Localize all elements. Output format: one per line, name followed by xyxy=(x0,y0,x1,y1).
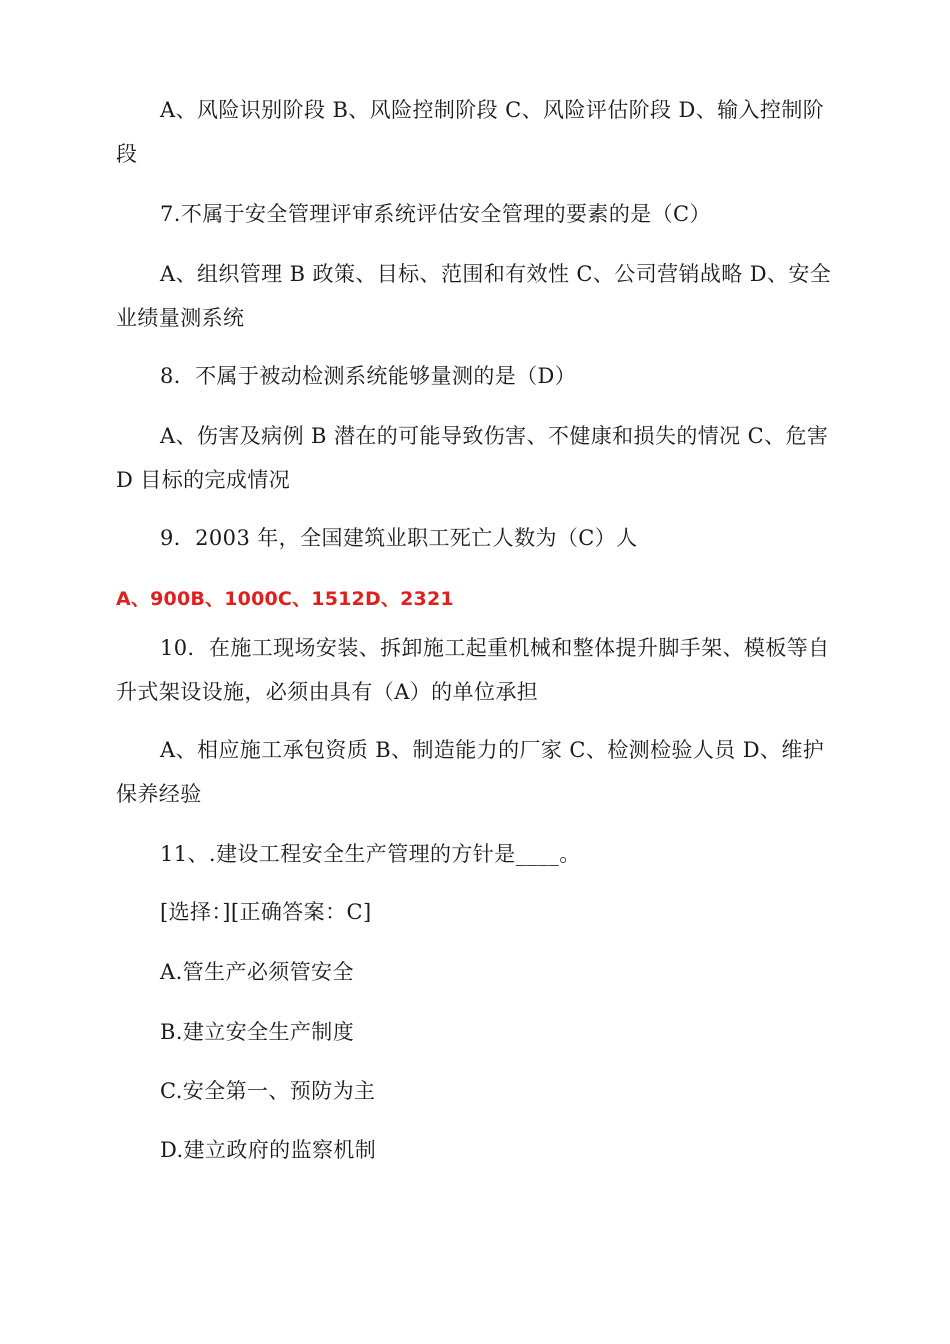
q9-question: 9．2003 年，全国建筑业职工死亡人数为（C）人 xyxy=(160,526,638,550)
q8-options: A、伤害及病例 B 潜在的可能导致伤害、不健康和损失的情况 C、危害 D 目标的完成情况 xyxy=(116,424,829,492)
q8-question: 8．不属于被动检测系统能够量测的是（D） xyxy=(160,364,577,388)
q11-answer-tag: [选择：][正确答案：C] xyxy=(160,900,372,924)
q11-option-d: D.建立政府的监察机制 xyxy=(160,1138,377,1162)
q10-options: A、相应施工承包资质 B、制造能力的厂家 C、检测检验人员 D、维护保养经验 xyxy=(116,738,825,806)
q11-option-a: A.管生产必须管安全 xyxy=(160,960,354,984)
q11-option-c: C.安全第一、预防为主 xyxy=(160,1079,376,1103)
q7-options: A、组织管理 B 政策、目标、范围和有效性 C、公司营销战略 D、安全业绩量测系统 xyxy=(116,262,832,330)
q6-options: A、风险识别阶段 B、风险控制阶段 C、风险评估阶段 D、输入控制阶段 xyxy=(116,98,825,166)
q11-question: 11、.建设工程安全生产管理的方针是____。 xyxy=(160,842,581,866)
q7-question: 7.不属于安全管理评审系统评估安全管理的要素的是（C） xyxy=(160,202,711,226)
q9-options-highlighted: A、900B、1000C、1512D、2321 xyxy=(116,588,454,610)
q10-question: 10．在施工现场安装、拆卸施工起重机械和整体提升脚手架、模板等自升式架设设施，必须由具有（A）的单位承担 xyxy=(116,636,830,704)
q11-option-b: B.建立安全生产制度 xyxy=(160,1020,355,1044)
